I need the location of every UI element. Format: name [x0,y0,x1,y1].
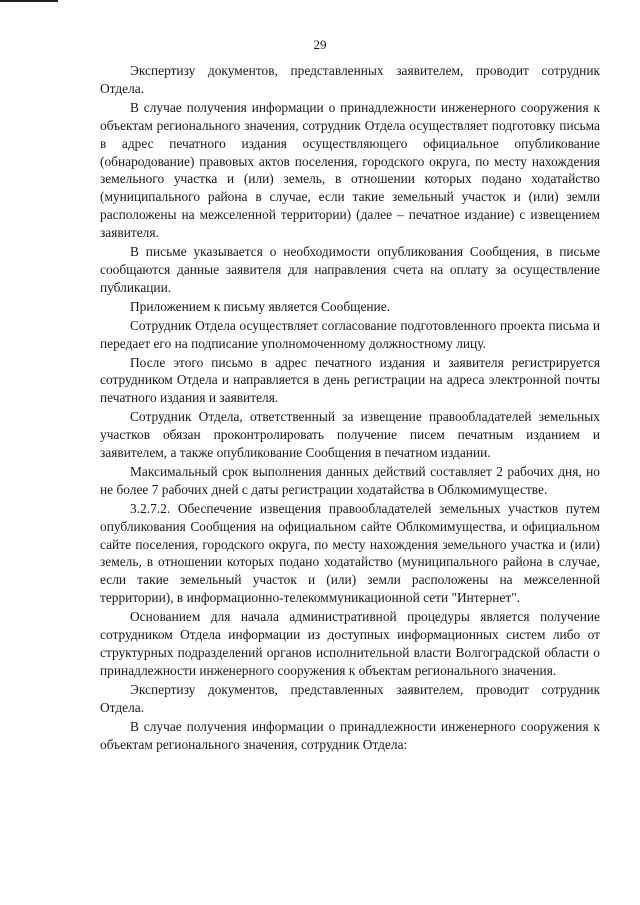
paragraph: В письме указывается о необходимости опубликования Сообщения, в письме сообщаются данные заявителя для направления счета на оплату за осуществление публикации. [100,244,600,295]
document-body [100,62,600,754]
paragraph: Приложением к письму является Сообщение. [130,298,391,314]
paragraph: Экспертизу документов, представленных заявителем, проводит сотрудник Отдела. [100,681,600,715]
paragraph: Сотрудник Отдела, ответственный за извещение правообладателей земельных участков обязан проконтролировать получение писем печатным изданием и заявителем, а также опубликование Сообщения в печатном издании. [100,409,600,461]
paragraph: После этого письмо в адрес печатного издания и заявителя регистрируется сотрудником Отдела и направляется в день регистрации на адреса электронной почты печатного издания и заявителя. [100,354,600,406]
paragraph: В случае получения информации о принадлежности инженерного сооружения к объектам регионального значения, сотрудник Отдела осуществляет подготовку письма в адрес печатного издания осуществляющего официальное опубликование (обнародование) правовых актов поселения, городского округа, по месту нахождения земельного участка и (или) земель, в отношении которых подано ходатайство (муниципального района в случае, если такие земельный участок и (или) земли расположены на межселенной территории) (далее – печатное издание) с извещением заявителя. [100,99,600,241]
paragraph: Максимальный срок выполнения данных действий составляет 2 рабочих дня, но не более 7 рабочих дней с даты регистрации ходатайства в Облкомимуществе. [100,463,600,497]
paragraph: 3.2.7.2. Обеспечение извещения правообладателей земельных участков путем опубликования Сообщения на официальном сайте Облкомимущества, и официальном сайте поселения, городского округа, по месту нахождения земельного участка и (или) земель, в отношении которых подано ходатайство (муниципального района в случае, если такие земельный участок и (или) земли расположены на межселенной территории), в информационно-телекоммуникационной сети "Интернет". [100,500,600,606]
paragraph: В случае получения информации о принадлежности инженерного сооружения к объектам регионального значения, сотрудник Отдела: [100,718,600,752]
paragraph: Основанием для начала административной процедуры является получение сотрудником Отдела информации из доступных информационных систем либо от структурных подразделений органов исполнительной власти Волгоградской области о принадлежности инженерного сооружения к объектам регионального значения. [100,609,600,678]
page-number: 29 [313,37,327,52]
paragraph: Сотрудник Отдела осуществляет согласование подготовленного проекта письма и передает его на подписание уполномоченному должностному лицу. [100,317,600,351]
corner-rule [0,0,58,2]
paragraph: Экспертизу документов, представленных заявителем, проводит сотрудник Отдела. [100,63,600,96]
